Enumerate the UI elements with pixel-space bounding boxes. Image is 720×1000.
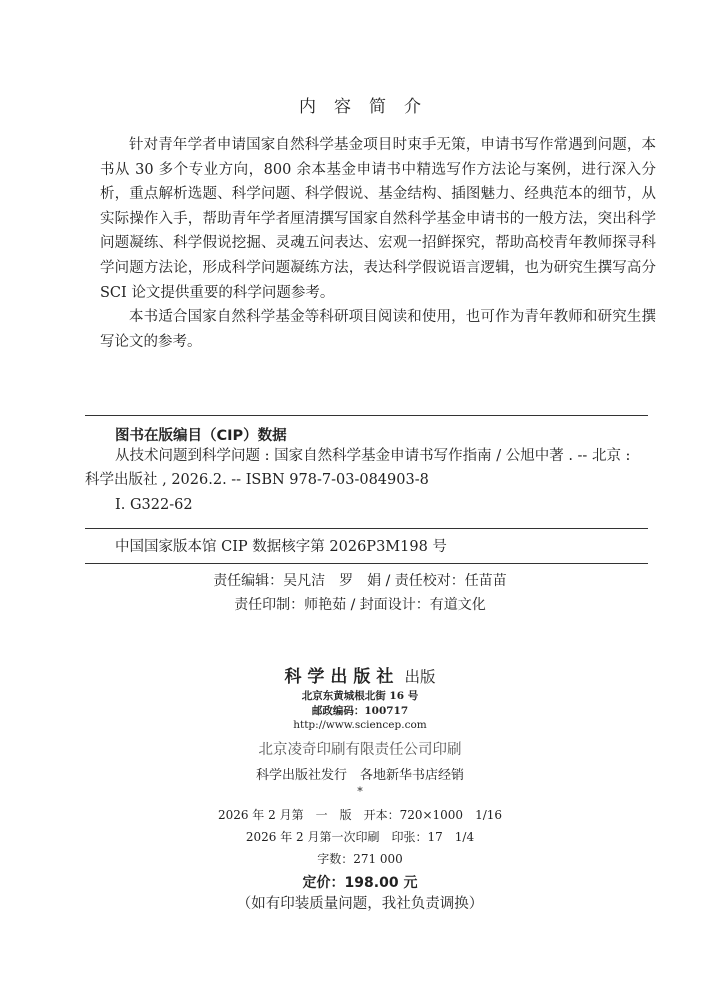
publisher-suffix: 出版 <box>404 668 436 686</box>
distribution-line: 科学出版社发行 各地新华书店经销 <box>255 768 464 783</box>
cip-top-rule <box>85 415 648 416</box>
staff-line-production: 责任印制：师艳茹 / 封面设计：有道文化 <box>234 597 486 613</box>
publisher-postcode: 邮政编码：100717 <box>311 705 409 717</box>
publisher-url: http://www.sciencep.com <box>293 719 427 731</box>
cip-bottom-rule <box>85 563 648 564</box>
publisher-logo: 科学出版社 <box>284 667 400 687</box>
publisher-address: 北京东黄城根北街 16 号 <box>301 690 419 702</box>
price-label: 定价：198.00 元 <box>302 875 418 891</box>
intro-body <box>100 133 656 354</box>
publisher-line <box>0 662 720 687</box>
quality-notice: （如有印装质量问题，我社负责调换） <box>236 896 484 912</box>
intro-paragraph: 针对青年学者申请国家自然科学基金项目时束手无策，申请书写作常遇到问题，本书从 30 多个专业方向，800 余本基金申请书中精选写作方法论与案例，进行深入分析，重点解析选题、科学问题、科学假说、基金结构、插图魅力、经典范本的细节，从实际操作入手，帮助青年学者厘清撰写国家自然科学基金申请书的一般方法，突出科学问题凝练、科学假说挖掘、灵魂五问表达、宏观一招鲜探究，帮助高校青年教师探寻科学问题方法论，形成科学问题凝练方法，表达科学假说语言逻辑，也为研究生撰写高分 SCI 论文提供重要的科学问题参考。 <box>100 137 656 301</box>
staff-line-editors: 责任编辑：吴凡洁 罗 娟 / 责任校对：任苗苗 <box>213 573 507 589</box>
printer-line: 北京凌奇印刷有限责任公司印刷 <box>258 742 462 758</box>
intro-title: 内容简介 <box>299 97 439 117</box>
separator-asterisk: * <box>357 785 363 798</box>
cip-entry-block <box>85 444 648 492</box>
intro-paragraph: 本书适合国家自然科学基金等科研项目阅读和使用，也可作为青年教师和研究生撰写论文的参考。 <box>100 309 656 350</box>
cip-middle-rule <box>85 528 648 529</box>
cip-entry: 从技术问题到科学问题 : 国家自然科学基金申请书写作指南 / 公旭中著 . -- 北京 : 科学出版社 , 2026.2. -- ISBN 978-7-03-084903-8 <box>85 448 631 488</box>
cip-data-number: 中国国家版本馆 CIP 数据核字第 2026P3M198 号 <box>115 539 447 555</box>
printing-line: 2026 年 2 月第一次印刷 印张：17 1/4 <box>245 830 475 844</box>
word-count: 字数：271 000 <box>317 852 403 866</box>
edition-line: 2026 年 2 月第 一 版 开本：720×1000 1/16 <box>217 808 503 822</box>
cip-heading: 图书在版编目（CIP）数据 <box>115 428 287 444</box>
cip-classification: I. G322-62 <box>115 497 193 513</box>
